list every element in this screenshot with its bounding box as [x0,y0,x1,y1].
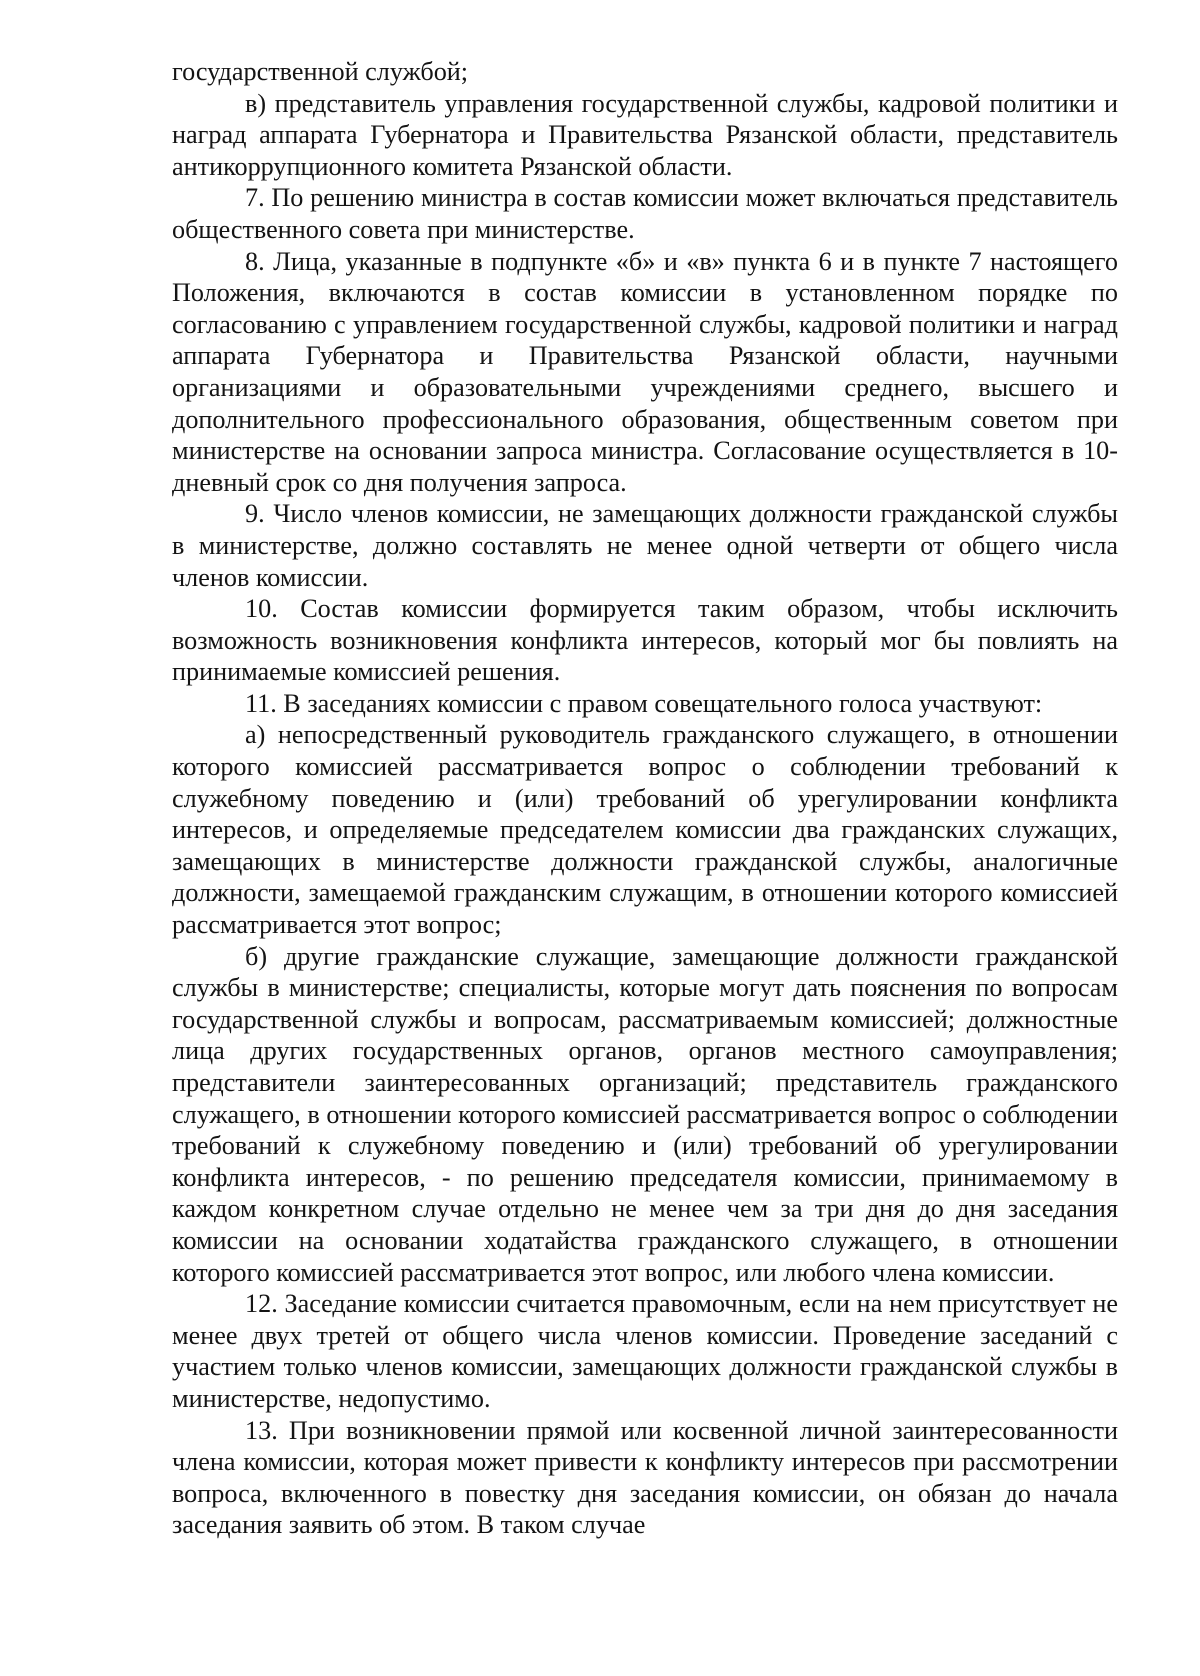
paragraph-8: 8. Лица, указанные в подпункте «б» и «в» пункта 6 и в пункте 7 настоящего Положения, включаются в состав комиссии в установленном порядке по согласованию с управлением государственной службы, кадровой политики и наград аппарата Губернатора и Правительства Рязанской области, научными организациями и образовательными учреждениями среднего, высшего и дополнительного профессионального образования, общественным советом при министерстве на основании запроса министра. Согласование осуществляется в 10-дневный срок со дня получения запроса. [172,246,1118,497]
paragraph-12: 12. Заседание комиссии считается правомочным, если на нем присутствует не менее двух третей от общего числа членов комиссии. Проведение заседаний с участием только членов комиссии, замещающих должности гражданской службы в министерстве, недопустимо. [172,1289,1118,1413]
paragraph-9: 9. Число членов комиссии, не замещающих должности гражданской службы в министерстве, должно составлять не менее одной четверти от общего числа членов комиссии. [172,499,1118,592]
paragraph-7: 7. По решению министра в состав комиссии может включаться представитель общественного совета при министерстве. [172,183,1118,244]
paragraph-6v: в) представитель управления государственной службы, кадровой политики и наград аппарата Губернатора и Правительства Рязанской области, представитель антикоррупционного комитета Рязанской области. [172,88,1118,181]
document-body [172,56,1118,1541]
paragraph-11b: б) другие гражданские служащие, замещающие должности гражданской службы в министерстве; специалисты, которые могут дать пояснения по вопросам государственной службы и вопросам, рассматриваемым комиссией; должностные лица других государственных органов, органов местного самоуправления; представители заинтересованных организаций; представитель гражданского служащего, в отношении которого комиссией рассматривается вопрос о соблюдении требований к служебному поведению и (или) требований об урегулировании конфликта интересов, - по решению председателя комиссии, принимаемому в каждом конкретном случае отдельно не менее чем за три дня до дня заседания комиссии на основании ходатайства гражданского служащего, в отношении которого комиссией рассматривается этот вопрос, или любого члена комиссии. [172,941,1118,1287]
paragraph-13: 13. При возникновении прямой или косвенной личной заинтересованности члена комиссии, которая может привести к конфликту интересов при рассмотрении вопроса, включенного в повестку дня заседания комиссии, он обязан до начала заседания заявить об этом. В таком случае [172,1415,1118,1540]
paragraph-11: 11. В заседаниях комиссии с правом совещательного голоса участвуют: [245,688,1043,718]
paragraph-continuation: государственной службой; [172,57,469,86]
paragraph-11a: а) непосредственный руководитель гражданского служащего, в отношении которого комиссией рассматривается вопрос о соблюдении требований к служебному поведению и (или) требований об урегулировании конфликта интересов, и определяемые председателем комиссии два гражданских служащих, замещающих в министерстве должности гражданской службы, аналогичные должности, замещаемой гражданским служащим, в отношении которого комиссией рассматривается этот вопрос; [172,720,1118,940]
paragraph-10: 10. Состав комиссии формируется таким образом, чтобы исключить возможность возникновения конфликта интересов, который мог бы повлиять на принимаемые комиссией решения. [172,594,1118,687]
